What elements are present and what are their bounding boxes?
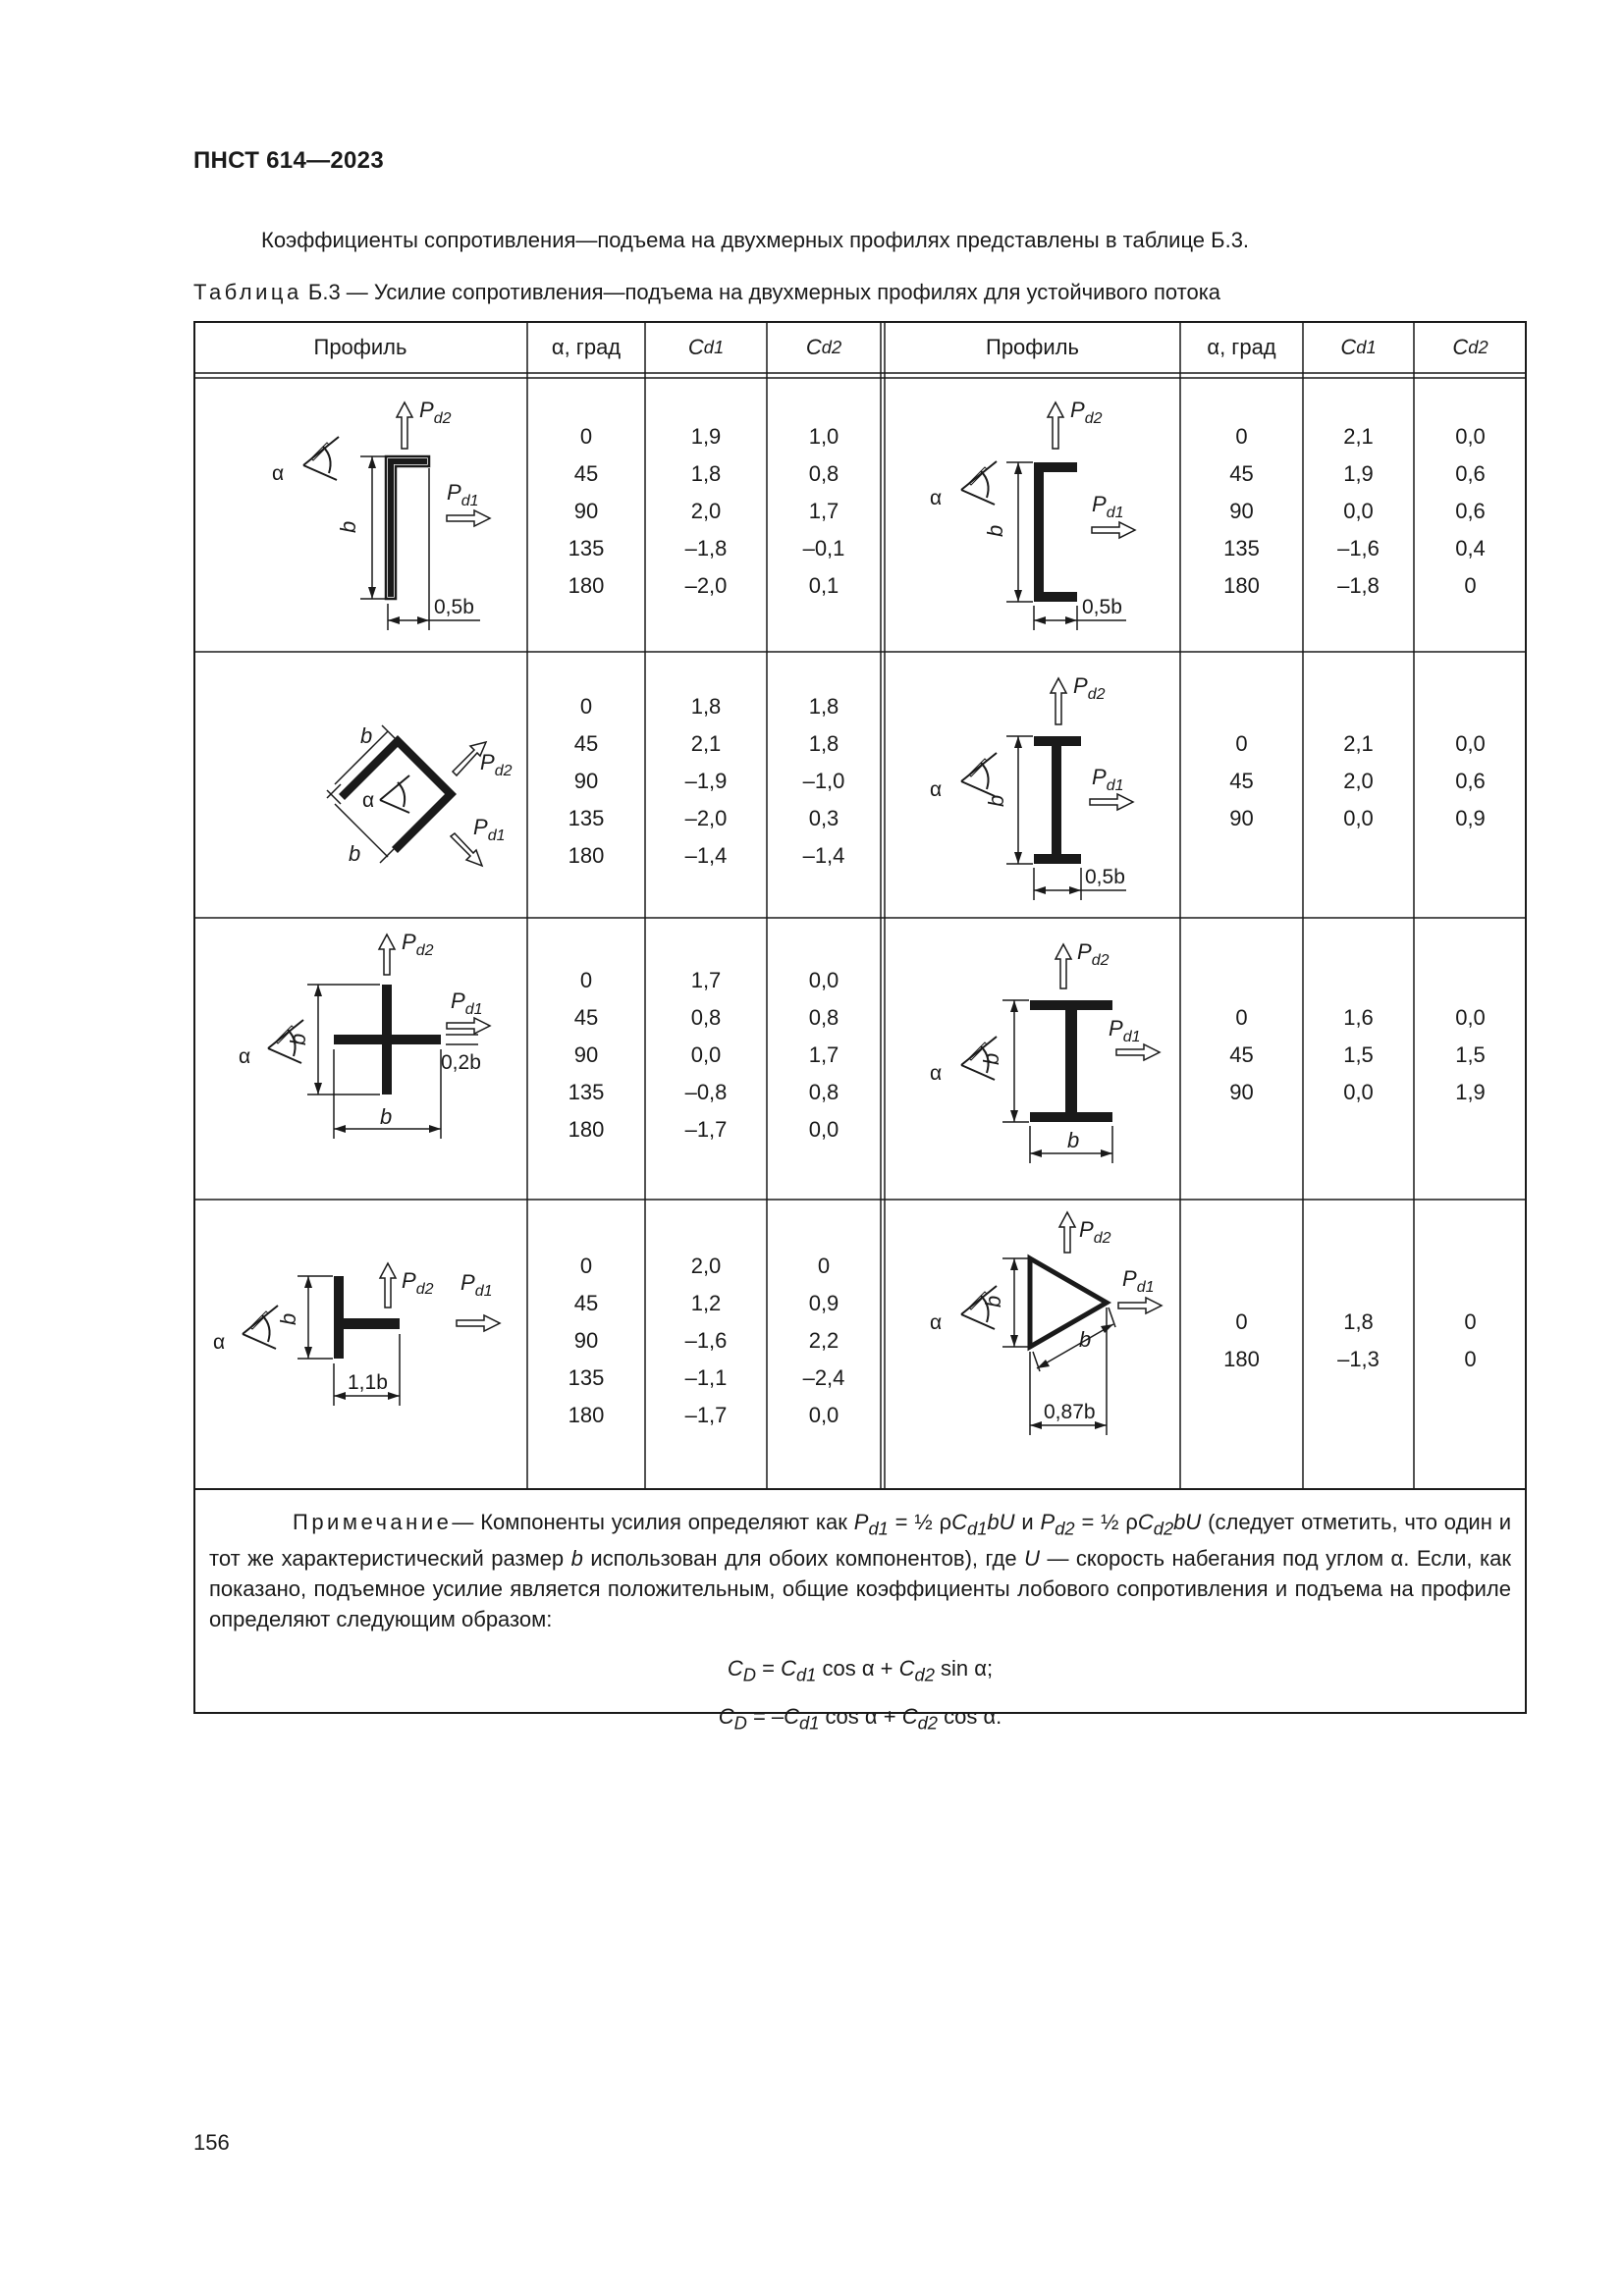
value-cell: 1,8 [808, 693, 839, 719]
value-cell: 0,0 [808, 1116, 839, 1142]
pd2-subscript: d2 [1087, 686, 1106, 703]
pd1-label [1122, 1266, 1154, 1296]
values-left-cd1-row1 [645, 378, 767, 644]
value-cell: –2,0 [684, 805, 728, 830]
f2-b-fn: cos α. [937, 1703, 1002, 1729]
pd1-label [447, 480, 478, 509]
dimension-b-label: b [336, 520, 360, 533]
dimension-b-label: b [286, 1033, 310, 1045]
pd2-subscript: d2 [415, 942, 434, 959]
value-cell: 45 [1229, 460, 1254, 486]
cd2-subscript: d2 [1468, 336, 1489, 357]
i-beam-diagram [891, 660, 1175, 915]
value-cell: 0 [1235, 1308, 1248, 1334]
note-eq2: = ½ ρ [1074, 1510, 1138, 1534]
f2-b-sub: d2 [917, 1712, 938, 1734]
value-cell: 2,0 [1343, 768, 1374, 793]
note-pd2: P [1040, 1510, 1056, 1534]
dimension-b-label: b [276, 1312, 300, 1325]
values-right-alpha-row4 [1180, 1200, 1303, 1481]
value-cell: 0 [1464, 572, 1477, 598]
f1-b-sub: d2 [914, 1664, 935, 1685]
pd2-symbol: P [1077, 939, 1092, 964]
dimension-b-label: b [979, 1052, 1003, 1065]
value-cell: 2,0 [690, 498, 722, 523]
values-right-cd2-row1 [1414, 378, 1527, 644]
value-cell: –1,7 [684, 1116, 728, 1142]
pd1-label [1092, 765, 1123, 794]
f2-lhs: C [718, 1703, 734, 1729]
pd1-symbol: P [1092, 765, 1107, 789]
value-cell: 45 [573, 460, 599, 486]
values-right-cd1-row4 [1303, 1200, 1414, 1481]
channel-profile-diagram [233, 390, 517, 645]
value-cell: –2,0 [684, 572, 728, 598]
note-c2-sub: d2 [1153, 1518, 1174, 1539]
value-cell: 0,6 [1455, 460, 1486, 486]
value-cell: 90 [573, 768, 599, 793]
values-right-cd2-row3 [1414, 918, 1527, 1192]
note-text-3: — скорость набегания под углом α. Если, как показано, подъемное усилие является положительным, общие коэффициенты лобового сопротивления и подъема на профиле определяют следующим образом: [209, 1546, 1511, 1632]
values-left-alpha-row3 [527, 918, 645, 1192]
value-cell: 135 [568, 535, 605, 561]
alpha-label: α [239, 1045, 251, 1068]
values-left-cd1-row3 [645, 918, 767, 1192]
value-cell: 0 [579, 1253, 593, 1278]
f1-eq: = [756, 1656, 782, 1682]
note-intro: — Компоненты усилия определяют как [452, 1510, 847, 1534]
value-cell: 135 [1223, 535, 1260, 561]
pd1-symbol: P [1109, 1016, 1123, 1041]
value-cell: 0,8 [808, 460, 839, 486]
f1-lhs: C [727, 1656, 743, 1682]
note-u: U [1024, 1546, 1040, 1572]
value-cell: 2,2 [808, 1327, 839, 1353]
value-cell: 0,6 [1455, 498, 1486, 523]
values-left-cd2-row4 [767, 1200, 881, 1481]
header-alpha-left: α, град [551, 334, 622, 359]
alpha-label: α [362, 789, 375, 812]
value-cell: 1,2 [690, 1290, 722, 1315]
document-header: ПНСТ 614—2023 [193, 147, 384, 174]
pd2-subscript: d2 [415, 1281, 434, 1298]
f1-a-fn: cos α + [816, 1656, 899, 1682]
pd2-label [402, 930, 434, 959]
value-cell: 0 [1235, 1004, 1248, 1030]
pd2-subscript: d2 [1091, 952, 1110, 969]
dimension-b-side-label: b [1079, 1327, 1092, 1352]
value-cell: 45 [573, 1004, 599, 1030]
value-cell: 2,1 [1343, 730, 1374, 756]
pd1-label [451, 988, 482, 1018]
dimension-half-b-label: 0,5b [434, 596, 474, 618]
note-pd1: P [853, 1510, 869, 1534]
pd2-label [1070, 398, 1103, 427]
f1-lhs-sub: D [742, 1664, 757, 1685]
alpha-label: α [930, 1311, 943, 1334]
value-cell: –1,0 [802, 768, 845, 793]
pd1-symbol: P [460, 1270, 475, 1295]
value-cell: –1,7 [684, 1402, 728, 1427]
value-cell: –0,1 [802, 535, 845, 561]
dimension-half-b-label: 0,5b [1082, 596, 1122, 618]
value-cell: –1,1 [684, 1364, 728, 1390]
value-cell: 1,6 [1343, 1004, 1374, 1030]
values-right-alpha-row3 [1180, 918, 1303, 1192]
value-cell: 1,7 [690, 967, 722, 992]
f2-eq: = – [746, 1703, 785, 1729]
pd1-subscript: d1 [1136, 1279, 1155, 1296]
value-cell: 0,9 [1455, 805, 1486, 830]
pd2-label [402, 1268, 434, 1298]
values-right-alpha-row1 [1180, 378, 1303, 644]
value-cell: 0,8 [808, 1004, 839, 1030]
value-cell: –1,8 [1337, 572, 1380, 598]
value-cell: 2,1 [690, 730, 722, 756]
value-cell: 90 [573, 498, 599, 523]
cross-profile-diagram [233, 928, 517, 1198]
alpha-label: α [930, 1062, 943, 1085]
header-cd2-left [767, 321, 881, 373]
value-cell: 0,3 [808, 805, 839, 830]
pd1-subscript: d1 [474, 1283, 493, 1300]
pd2-label [1079, 1217, 1111, 1247]
value-cell: 0 [579, 967, 593, 992]
value-cell: 1,8 [690, 460, 722, 486]
value-cell: 0,0 [1343, 1079, 1374, 1104]
pd1-subscript: d1 [460, 493, 479, 509]
pd2-symbol: P [402, 930, 416, 954]
pd2-symbol: P [402, 1268, 416, 1293]
values-left-cd2-row2 [767, 652, 881, 910]
values-left-alpha-row4 [527, 1200, 645, 1481]
f2-a-fn: cos α + [819, 1703, 902, 1729]
coefficient-table [193, 321, 1527, 1734]
f2-a-sub: d1 [799, 1712, 820, 1734]
dimension-b-label: b [984, 794, 1008, 807]
value-cell: 0,6 [1455, 768, 1486, 793]
values-left-cd1-row2 [645, 652, 767, 910]
value-cell: 0 [817, 1253, 831, 1278]
value-cell: 1,7 [808, 498, 839, 523]
value-cell: 0,0 [1455, 730, 1486, 756]
value-cell: 1,9 [690, 423, 722, 449]
value-cell: 90 [1229, 498, 1254, 523]
formulas [209, 1648, 1511, 1743]
pd1-subscript: d1 [487, 828, 506, 844]
values-right-alpha-row2 [1180, 652, 1303, 910]
pd1-label [1092, 492, 1123, 521]
value-cell: 0,0 [808, 1402, 839, 1427]
value-cell: 0,0 [690, 1041, 722, 1067]
cd2-subscript: d2 [821, 336, 842, 357]
pd2-label [1073, 673, 1106, 703]
pd1-subscript: d1 [1122, 1029, 1141, 1045]
pd1-subscript: d1 [1106, 505, 1124, 521]
values-right-cd1-row1 [1303, 378, 1414, 644]
table-note [193, 1497, 1527, 1743]
pd2-label [480, 750, 513, 779]
value-cell: 0,0 [808, 967, 839, 992]
values-right-cd1-row2 [1303, 652, 1414, 910]
pd1-subscript: d1 [464, 1001, 483, 1018]
note-pd1-sub: d1 [868, 1518, 889, 1539]
dimension-b-label: b [981, 1295, 1005, 1308]
note-and: и [1014, 1510, 1041, 1534]
pd1-label [1109, 1016, 1140, 1045]
value-cell: 180 [1223, 1346, 1260, 1371]
note-text [209, 1507, 1511, 1634]
alpha-label: α [272, 462, 285, 485]
f2-a: C [784, 1703, 800, 1729]
caption-text: Б.3 — Усилие сопротивления—подъема на двухмерных профилях для устойчивого потока [307, 280, 1221, 304]
value-cell: 180 [1223, 572, 1260, 598]
value-cell: 45 [1229, 1041, 1254, 1067]
value-cell: 1,8 [1343, 1308, 1374, 1334]
value-cell: –1,4 [684, 842, 728, 868]
value-cell: –1,8 [684, 535, 728, 561]
reversed-channel-diagram [891, 390, 1175, 645]
value-cell: 0 [1464, 1308, 1477, 1334]
value-cell: 1,9 [1343, 460, 1374, 486]
value-cell: 0 [1464, 1346, 1477, 1371]
page-number: 156 [193, 2130, 230, 2155]
cd2-symbol: C [1452, 334, 1469, 359]
header-profile-left: Профиль [313, 334, 407, 359]
pd1-symbol: P [473, 815, 488, 839]
dimension-fifth-b-label: 0,2b [441, 1051, 481, 1074]
dimension-one-one-b-label: 1,1b [348, 1371, 388, 1394]
value-cell: 0,0 [1343, 498, 1374, 523]
value-cell: 1,9 [1455, 1079, 1486, 1104]
pd1-subscript: d1 [1106, 777, 1124, 794]
value-cell: 1,8 [690, 693, 722, 719]
note-c2: C [1137, 1510, 1154, 1534]
value-cell: 90 [573, 1327, 599, 1353]
header-cd1-left [645, 321, 767, 373]
angle-profile-diagram [233, 660, 517, 915]
note-bu2: bU [1173, 1510, 1202, 1534]
note-c1-sub: d1 [967, 1518, 988, 1539]
pd2-subscript: d2 [1084, 410, 1103, 427]
value-cell: –1,9 [684, 768, 728, 793]
t-profile-diagram [193, 1209, 527, 1484]
pd1-symbol: P [1092, 492, 1107, 516]
values-right-cd2-row2 [1414, 652, 1527, 910]
value-cell: 0 [1235, 423, 1248, 449]
note-eq1: = ½ ρ [888, 1510, 952, 1534]
value-cell: 1,0 [808, 423, 839, 449]
value-cell: 0,8 [690, 1004, 722, 1030]
header-alpha-right: α, град [1207, 334, 1276, 359]
pd1-symbol: P [451, 988, 465, 1013]
dimension-half-b-label: 0,5b [1085, 866, 1125, 888]
note-spaced-word: Примечание [293, 1510, 453, 1534]
values-left-cd1-row4 [645, 1200, 767, 1481]
value-cell: –0,8 [684, 1079, 728, 1104]
formula-1 [209, 1648, 1511, 1695]
value-cell: 180 [568, 842, 605, 868]
wide-flange-diagram [891, 928, 1175, 1198]
value-cell: 135 [568, 1364, 605, 1390]
note-text-1: (следует отметить, что один и тот же характеристический размер [209, 1510, 1511, 1572]
value-cell: –2,4 [802, 1364, 845, 1390]
intro-paragraph: Коэффициенты сопротивления—подъема на двухмерных профилях представлены в таблице Б.3. [261, 228, 1250, 252]
note-c1: C [951, 1510, 967, 1534]
values-left-alpha-row2 [527, 652, 645, 910]
note-bu1: bU [987, 1510, 1015, 1534]
caption-spaced-word: Таблица [193, 280, 302, 304]
value-cell: –1,3 [1337, 1346, 1380, 1371]
alpha-label: α [213, 1331, 226, 1354]
value-cell: 180 [568, 572, 605, 598]
values-right-cd2-row4 [1414, 1200, 1527, 1481]
value-cell: 1,7 [808, 1041, 839, 1067]
f2-lhs-sub: D [733, 1712, 747, 1734]
value-cell: 0,8 [808, 1079, 839, 1104]
pd2-label [419, 398, 452, 427]
pd1-symbol: P [1122, 1266, 1137, 1291]
value-cell: 180 [568, 1402, 605, 1427]
f2-b: C [901, 1703, 918, 1729]
pd2-symbol: P [480, 750, 495, 774]
value-cell: 135 [568, 805, 605, 830]
dimension-b-label: b [983, 524, 1007, 537]
pd2-subscript: d2 [1093, 1230, 1111, 1247]
value-cell: 0,4 [1455, 535, 1486, 561]
triangle-profile-diagram [891, 1209, 1175, 1484]
values-left-cd2-row1 [767, 378, 881, 644]
cd1-subscript: d1 [703, 336, 725, 357]
dimension-b-label-lower: b [349, 841, 361, 866]
pd2-symbol: P [1073, 673, 1088, 698]
value-cell: 1,5 [1455, 1041, 1486, 1067]
value-cell: 0 [579, 423, 593, 449]
value-cell: 45 [1229, 768, 1254, 793]
pd2-subscript: d2 [494, 763, 513, 779]
values-left-cd2-row3 [767, 918, 881, 1192]
cd1-subscript: d1 [1356, 336, 1377, 357]
cd1-symbol: C [1340, 334, 1357, 359]
pd1-symbol: P [447, 480, 461, 505]
formula-2 [209, 1696, 1511, 1743]
alpha-label: α [930, 487, 943, 509]
pd2-symbol: P [1070, 398, 1085, 422]
value-cell: 0 [579, 693, 593, 719]
value-cell: –1,4 [802, 842, 845, 868]
f1-a: C [781, 1656, 796, 1682]
alpha-label: α [930, 778, 943, 801]
f1-b: C [898, 1656, 915, 1682]
cd2-symbol: C [805, 334, 822, 359]
dimension-b-bottom-label: b [1067, 1128, 1080, 1152]
dimension-b-label: b [360, 723, 373, 748]
value-cell: 0,0 [1455, 1004, 1486, 1030]
value-cell: 135 [568, 1079, 605, 1104]
value-cell: 45 [573, 730, 599, 756]
value-cell: 1,5 [1343, 1041, 1374, 1067]
value-cell: –1,6 [684, 1327, 728, 1353]
f1-b-fn: sin α; [934, 1656, 994, 1682]
value-cell: –1,6 [1337, 535, 1380, 561]
values-left-alpha-row1 [527, 378, 645, 644]
value-cell: 90 [1229, 1079, 1254, 1104]
f1-a-sub: d1 [795, 1664, 817, 1685]
value-cell: 2,1 [1343, 423, 1374, 449]
value-cell: 180 [568, 1116, 605, 1142]
pd1-label [460, 1270, 492, 1300]
pd2-subscript: d2 [433, 410, 452, 427]
pd2-symbol: P [1079, 1217, 1094, 1242]
cd1-symbol: C [687, 334, 704, 359]
value-cell: 0,9 [808, 1290, 839, 1315]
header-cd2-right [1414, 321, 1527, 373]
header-profile-right: Профиль [986, 334, 1079, 359]
dimension-tri-b-label: 0,87b [1044, 1401, 1096, 1423]
value-cell: 0,0 [1455, 423, 1486, 449]
dimension-b-bottom-label: b [380, 1104, 393, 1129]
pd2-symbol: P [419, 398, 434, 422]
pd2-label [1077, 939, 1110, 969]
value-cell: 1,8 [808, 730, 839, 756]
note-b: b [570, 1546, 583, 1572]
value-cell: 2,0 [690, 1253, 722, 1278]
value-cell: 0,0 [1343, 805, 1374, 830]
pd1-label [473, 815, 505, 844]
value-cell: 0,1 [808, 572, 839, 598]
value-cell: 90 [573, 1041, 599, 1067]
note-text-2: использован для обоих компонентов), где [582, 1546, 1025, 1572]
header-cd1-right [1303, 321, 1414, 373]
values-right-cd1-row3 [1303, 918, 1414, 1192]
value-cell: 0 [1235, 730, 1248, 756]
note-pd2-sub: d2 [1055, 1518, 1075, 1539]
value-cell: 45 [573, 1290, 599, 1315]
value-cell: 90 [1229, 805, 1254, 830]
table-caption [193, 280, 1220, 305]
